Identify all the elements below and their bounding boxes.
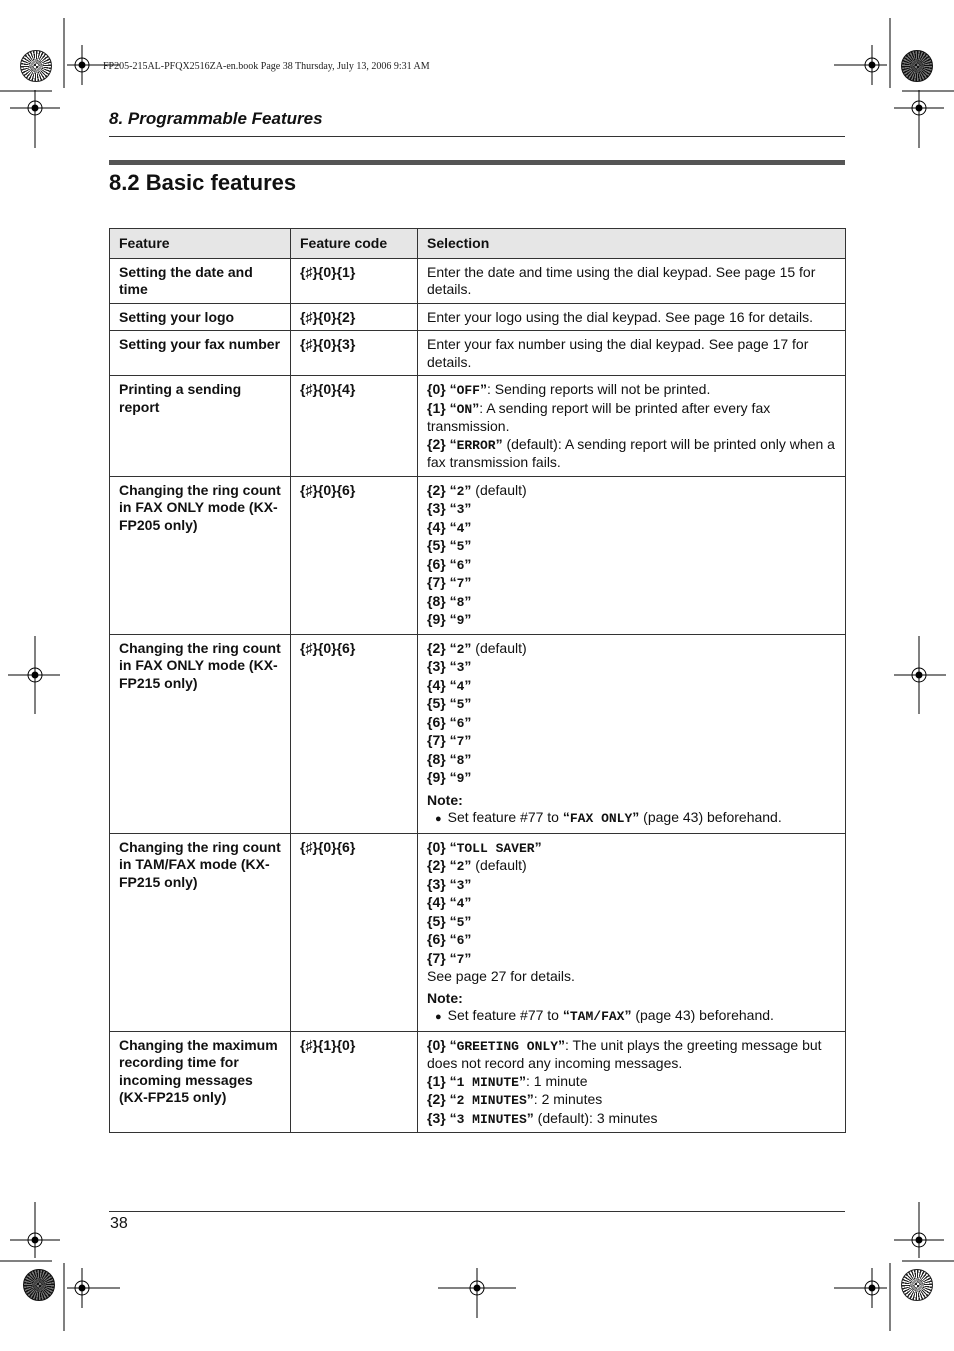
selection-line: [427, 677, 836, 696]
selection-line: [427, 593, 836, 612]
key-label: {9}: [427, 611, 446, 627]
open-quote: “: [449, 875, 457, 892]
close-quote: ”: [464, 750, 472, 767]
open-quote: “: [449, 381, 457, 397]
key-label: {1}: [427, 399, 446, 416]
key-label: {3}: [427, 875, 446, 892]
key-label: {9}: [427, 769, 446, 785]
option-value: 2: [456, 483, 465, 499]
key-label: {8}: [427, 750, 446, 767]
header-rule: [109, 136, 845, 137]
close-quote: ”: [526, 1091, 534, 1107]
key-label: {4}: [427, 894, 446, 910]
key-label: {8}: [427, 592, 446, 609]
option-value: ERROR: [456, 437, 496, 453]
key-label: {5}: [427, 912, 446, 929]
selection-text: Enter your logo using the dial keypad. See page 16 for details.: [427, 308, 814, 325]
selection-text: (default): [471, 481, 527, 498]
feature-code: {♯}{0}{1}: [291, 258, 418, 303]
note-item: [427, 809, 836, 829]
selection-text: : 1 minute: [526, 1072, 588, 1089]
open-quote: “: [449, 658, 457, 674]
open-quote: “: [449, 537, 457, 553]
close-quote: ”: [464, 574, 472, 590]
selection-line: [427, 381, 836, 400]
selection-cell: [418, 303, 846, 331]
selection-text: : 2 minutes: [533, 1091, 603, 1107]
color-rosette-top-left: [20, 50, 52, 82]
feature-name: Setting your logo: [110, 303, 291, 331]
note-text-pre: Set feature #77 to: [447, 809, 563, 825]
selection-cell: [418, 476, 846, 634]
selection-line: [427, 950, 836, 969]
close-quote: ”: [472, 399, 480, 416]
open-quote: “: [449, 931, 457, 947]
key-label: {7}: [427, 732, 446, 748]
selection-text: Enter the date and time using the dial keypad. See page 15 for details.: [427, 263, 816, 297]
table-row: [110, 833, 846, 1031]
note-text-post: (page 43) beforehand.: [631, 1007, 774, 1023]
option-value: 3: [456, 877, 465, 893]
table-row: [110, 376, 846, 477]
close-quote: ”: [464, 894, 472, 910]
key-label: {7}: [427, 574, 446, 590]
option-value: 5: [456, 914, 465, 930]
table-row: [110, 634, 846, 833]
close-quote: ”: [479, 381, 487, 397]
selection-line: [427, 537, 836, 556]
option-value: 8: [456, 594, 465, 610]
selection-text: : Sending reports will not be printed.: [486, 381, 711, 397]
open-quote: “: [449, 1091, 457, 1107]
key-label: {3}: [427, 500, 446, 516]
selection-text: : A sending report will be printed after every fax transmission.: [427, 399, 771, 434]
feature-name: Changing the maximum recording time for incoming messages (KX-FP215 only): [110, 1031, 291, 1133]
selection-line: [427, 732, 836, 751]
note-text-post: (page 43) beforehand.: [639, 809, 782, 825]
selection-line: [427, 968, 836, 986]
selection-line: [427, 931, 836, 950]
close-quote: ”: [464, 931, 472, 947]
note-label: Note:: [427, 791, 463, 808]
selection-line: [427, 695, 836, 714]
close-quote: ”: [464, 481, 472, 498]
feature-name: Setting your fax number: [110, 331, 291, 376]
column-header-feature-code: Feature code: [291, 229, 418, 259]
close-quote: ”: [464, 611, 472, 627]
selection-line: [427, 436, 836, 472]
option-value: 5: [456, 697, 465, 712]
selection-line: [427, 556, 836, 575]
table-row: [110, 258, 846, 303]
option-value: 4: [456, 520, 465, 536]
close-quote: ”: [464, 658, 472, 674]
column-header-selection: Selection: [418, 229, 846, 259]
option-value: 8: [456, 752, 465, 768]
close-quote: ”: [558, 1036, 565, 1053]
option-value: FAX ONLY: [569, 811, 633, 826]
feature-code: {♯}{0}{4}: [291, 376, 418, 477]
key-label: {5}: [427, 695, 446, 711]
option-value: TAM/FAX: [569, 1009, 625, 1024]
selection-line: [427, 309, 836, 327]
key-label: {7}: [427, 949, 446, 966]
option-value: ON: [456, 401, 473, 417]
open-quote: “: [449, 500, 457, 516]
selection-text: : The unit plays the greeting message but does not record any incoming messages.: [427, 1036, 822, 1071]
open-quote: “: [449, 732, 457, 748]
key-label: {6}: [427, 713, 446, 730]
open-quote: “: [449, 518, 457, 535]
open-quote: “: [449, 1036, 457, 1053]
selection-text: (default): [471, 639, 527, 656]
selection-line: [427, 876, 836, 895]
key-label: {2}: [427, 1091, 446, 1107]
open-quote: “: [449, 750, 457, 767]
selection-cell: [418, 331, 846, 376]
open-quote: “: [449, 838, 457, 855]
key-label: {2}: [427, 639, 446, 656]
selection-line: [427, 658, 836, 677]
feature-code: {♯}{0}{2}: [291, 303, 418, 331]
feature-code: {♯}{0}{6}: [291, 476, 418, 634]
option-value: 3: [456, 502, 465, 517]
close-quote: ”: [464, 639, 472, 656]
selection-line: [427, 839, 836, 858]
option-value: 4: [456, 678, 465, 694]
close-quote: ”: [464, 732, 472, 748]
open-quote: “: [449, 399, 457, 416]
selection-line: [427, 894, 836, 913]
close-quote: ”: [495, 435, 503, 452]
option-value: OFF: [456, 383, 480, 398]
selection-line: [427, 1037, 836, 1073]
open-quote: “: [449, 713, 457, 730]
color-rosette-bottom-right: [901, 1269, 933, 1301]
table-row: [110, 331, 846, 376]
option-value: 3: [456, 660, 465, 675]
selection-text: (default): 3 minutes: [533, 1109, 658, 1126]
key-label: {4}: [427, 676, 446, 693]
key-label: {2}: [427, 481, 446, 498]
option-value: 4: [456, 896, 465, 911]
open-quote: “: [449, 912, 457, 929]
selection-line: [427, 751, 836, 770]
note-text-pre: Set feature #77 to: [447, 1007, 563, 1023]
key-label: {0}: [427, 1036, 446, 1053]
key-label: {0}: [427, 838, 446, 855]
option-value: 7: [456, 734, 465, 749]
feature-name: Changing the ring count in FAX ONLY mode (KX-FP215 only): [110, 634, 291, 833]
feature-name: Changing the ring count in FAX ONLY mode (KX-FP205 only): [110, 476, 291, 634]
key-label: {3}: [427, 658, 446, 674]
selection-line: [427, 400, 836, 436]
table-row: [110, 303, 846, 331]
key-label: {2}: [427, 857, 446, 873]
close-quote: ”: [464, 875, 472, 892]
feature-code: {♯}{0}{6}: [291, 833, 418, 1031]
close-quote: ”: [526, 1109, 534, 1126]
open-quote: “: [562, 809, 570, 825]
selection-line: [427, 857, 836, 876]
selection-cell: [418, 1031, 846, 1133]
close-quote: ”: [464, 695, 472, 711]
open-quote: “: [449, 481, 457, 498]
option-value: 5: [456, 539, 465, 554]
selection-line: [427, 500, 836, 519]
table-row: [110, 476, 846, 634]
selection-line: [427, 640, 836, 659]
feature-code: {♯}{0}{6}: [291, 634, 418, 833]
option-value: 1 MINUTE: [456, 1074, 519, 1090]
option-value: 6: [456, 557, 465, 573]
feature-name: Changing the ring count in TAM/FAX mode (KX-FP215 only): [110, 833, 291, 1031]
open-quote: “: [449, 857, 457, 873]
option-value: 7: [456, 951, 465, 967]
feature-code: {♯}{0}{3}: [291, 331, 418, 376]
selection-line: [427, 714, 836, 733]
option-value: 2: [456, 859, 465, 874]
selection-line: [427, 519, 836, 538]
close-quote: ”: [464, 537, 472, 553]
color-rosette-top-right: [901, 50, 933, 82]
color-rosette-bottom-left: [23, 1269, 55, 1301]
option-value: 7: [456, 576, 465, 591]
close-quote: ”: [632, 809, 640, 825]
feature-name: Setting the date and time: [110, 258, 291, 303]
close-quote: ”: [464, 857, 472, 873]
close-quote: ”: [464, 500, 472, 516]
selection-cell: [418, 258, 846, 303]
close-quote: ”: [464, 518, 472, 535]
selection-line: [427, 769, 836, 788]
selection-text: (default): [471, 857, 527, 873]
open-quote: “: [449, 695, 457, 711]
close-quote: ”: [464, 592, 472, 609]
footer-rule: [109, 1211, 845, 1212]
selection-text: (default): A sending report will be printed only when a fax transmission fails.: [427, 435, 835, 470]
close-quote: ”: [464, 676, 472, 693]
option-value: 6: [456, 715, 465, 731]
page-number: 38: [110, 1215, 128, 1232]
selection-text: Enter your fax number using the dial keypad. See page 17 for details.: [427, 336, 809, 370]
key-label: {3}: [427, 1109, 446, 1126]
open-quote: “: [449, 1109, 457, 1126]
close-quote: ”: [519, 1072, 526, 1089]
close-quote: ”: [464, 769, 472, 785]
column-header-feature: Feature: [110, 229, 291, 259]
key-label: {5}: [427, 537, 446, 553]
open-quote: “: [449, 574, 457, 590]
key-label: {6}: [427, 555, 446, 572]
table-header-row: [110, 229, 846, 259]
selection-text: See page 27 for details.: [427, 968, 575, 984]
open-quote: “: [449, 592, 457, 609]
option-value: 6: [456, 933, 465, 948]
note-item: [427, 1007, 836, 1027]
section-header: 8. Programmable Features: [109, 109, 323, 128]
open-quote: “: [449, 769, 457, 785]
selection-line: [427, 1073, 836, 1092]
open-quote: “: [449, 1072, 457, 1089]
key-label: {2}: [427, 435, 446, 452]
close-quote: ”: [464, 949, 472, 966]
feature-code: {♯}{1}{0}: [291, 1031, 418, 1133]
selection-line: [427, 611, 836, 630]
selection-line: [427, 913, 836, 932]
selection-line: [427, 264, 836, 299]
option-value: TOLL SAVER: [456, 840, 535, 856]
key-label: {4}: [427, 518, 446, 535]
selection-cell: [418, 634, 846, 833]
open-quote: “: [449, 611, 457, 627]
book-info-line: FP205-215AL-PFQX2516ZA-en.book Page 38 Thursday, July 13, 2006 9:31 AM: [103, 61, 430, 72]
bullet-icon: ●: [435, 1011, 442, 1023]
option-value: 2: [456, 641, 465, 657]
close-quote: ”: [534, 838, 542, 855]
option-value: GREETING ONLY: [456, 1038, 558, 1054]
key-label: {0}: [427, 381, 446, 397]
open-quote: “: [449, 555, 457, 572]
selection-line: [427, 1110, 836, 1129]
selection-cell: [418, 833, 846, 1031]
key-label: {6}: [427, 931, 446, 947]
close-quote: ”: [624, 1007, 632, 1023]
selection-line: [427, 482, 836, 501]
open-quote: “: [449, 435, 457, 452]
open-quote: “: [449, 949, 457, 966]
option-value: 9: [456, 613, 465, 628]
option-value: 3 MINUTES: [456, 1111, 527, 1127]
selection-cell: [418, 376, 846, 477]
open-quote: “: [449, 894, 457, 910]
close-quote: ”: [464, 713, 472, 730]
feature-name: Printing a sending report: [110, 376, 291, 477]
table-row: [110, 1031, 846, 1133]
open-quote: “: [449, 676, 457, 693]
option-value: 9: [456, 771, 465, 786]
selection-line: [427, 574, 836, 593]
features-table: [109, 228, 846, 1133]
selection-line: [427, 1091, 836, 1110]
selection-line: [427, 336, 836, 371]
page-title: 8.2 Basic features: [109, 170, 297, 195]
close-quote: ”: [464, 555, 472, 572]
close-quote: ”: [464, 912, 472, 929]
title-bar: [109, 160, 845, 165]
bullet-icon: ●: [435, 813, 442, 825]
open-quote: “: [449, 639, 457, 656]
open-quote: “: [562, 1007, 570, 1023]
option-value: 2 MINUTES: [456, 1093, 527, 1108]
note-label: Note:: [427, 989, 463, 1006]
key-label: {1}: [427, 1072, 446, 1089]
